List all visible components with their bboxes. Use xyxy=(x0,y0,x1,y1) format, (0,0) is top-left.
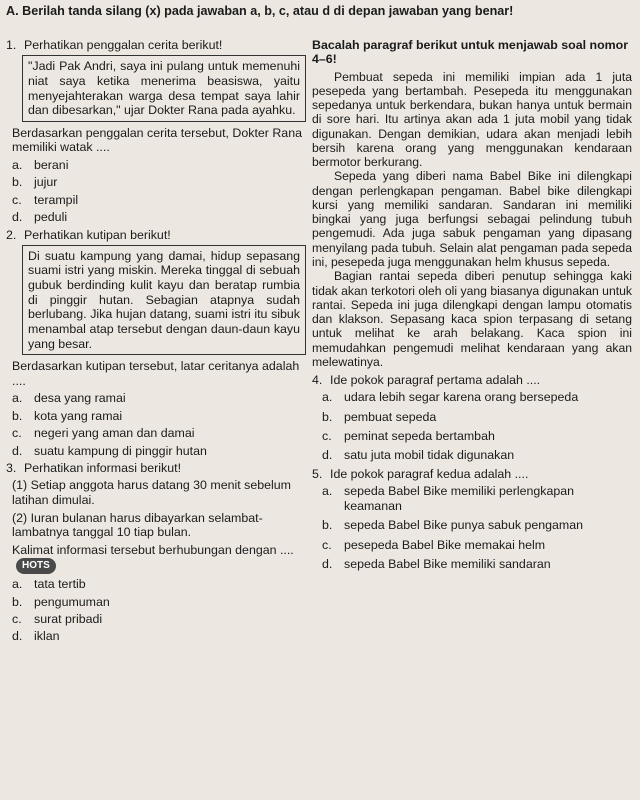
answer-option[interactable] xyxy=(12,629,306,643)
question-5 xyxy=(312,467,632,572)
answer-option[interactable] xyxy=(322,484,632,514)
option-letter: c. xyxy=(12,426,22,441)
option-letter: d. xyxy=(322,556,333,571)
option-letter: d. xyxy=(12,210,23,225)
option-letter: a. xyxy=(12,577,23,592)
answer-option[interactable] xyxy=(322,390,632,405)
question-number: 5. xyxy=(312,466,323,481)
question-prompt: Perhatikan kutipan berikut! xyxy=(24,227,171,242)
answer-option[interactable] xyxy=(12,210,306,224)
option-text: sepeda Babel Bike memiliki perlengkapan keamanan xyxy=(344,484,575,514)
question-prompt: Ide pokok paragraf pertama adalah .... xyxy=(330,373,541,388)
option-text: tata tertib xyxy=(34,577,86,592)
answer-option[interactable] xyxy=(322,410,632,425)
answer-option[interactable] xyxy=(12,577,306,591)
section-header: A. Berilah tanda silang (x) pada jawaban a, b, c, atau d di depan jawaban yang benar! xyxy=(6,4,514,18)
option-letter: a. xyxy=(322,484,333,499)
answer-option[interactable] xyxy=(12,426,306,440)
question-prompt: Perhatikan informasi berikut! xyxy=(24,461,182,476)
option-letter: b. xyxy=(322,409,333,424)
answer-option[interactable] xyxy=(12,391,306,405)
info-item: (2) Iuran bulanan harus dibayarkan selambat-lambatnya tanggal 10 tiap bulan. xyxy=(12,510,263,540)
option-letter: c. xyxy=(322,537,332,552)
option-text: kota yang ramai xyxy=(34,408,123,423)
quote-box: Di suatu kampung yang damai, hidup sepasang suami istri yang miskin. Mereka tinggal di sebuah gubuk berdinding kulit kayu dan beratap rumbia di pinggir hutan. Sebagian atapnya sudah berlubang. Jika hujan datang, suami istri itu sibuk menambal atap tersebut dengan daun-daun kayu yang besar. xyxy=(22,245,306,355)
option-text: udara lebih segar karena orang bersepeda xyxy=(344,390,579,405)
option-text: surat pribadi xyxy=(34,612,103,626)
option-letter: b. xyxy=(12,594,23,609)
answer-option[interactable] xyxy=(322,448,632,463)
option-letter: b. xyxy=(12,175,23,190)
option-text: sepeda Babel Bike memiliki sandaran xyxy=(344,556,551,571)
answer-option[interactable] xyxy=(12,175,306,189)
hots-badge: HOTS xyxy=(16,558,56,574)
option-text: pembuat sepeda xyxy=(344,409,437,424)
question-1 xyxy=(6,38,306,225)
reading-paragraph-1: Pembuat sepeda ini memiliki impian ada 1 juta pesepeda yang bertambah. Pesepeda itu menggunakan sepedanya untuk berkendara, bukan hanya untuk bermain di sore hari. Itu artinya akan ada 1 juta mobil yang tidak digunakan. Dengan demikian, udara akan menjadi lebih bersih karena orang yang menggunakan kendaraan bermotor berkurang. xyxy=(312,69,632,170)
question-number: 2. xyxy=(6,227,17,242)
question-text: Berdasarkan penggalan cerita tersebut, Dokter Rana memiliki watak .... xyxy=(12,125,302,155)
question-text: Berdasarkan kutipan tersebut, latar ceritanya adalah .... xyxy=(12,359,300,388)
question-2 xyxy=(6,228,306,458)
option-text: terampil xyxy=(34,192,79,207)
option-text: iklan xyxy=(34,629,60,644)
option-letter: a. xyxy=(12,158,23,173)
option-letter: b. xyxy=(12,408,23,423)
answer-option[interactable] xyxy=(12,444,306,458)
option-text: desa yang ramai xyxy=(34,391,126,406)
question-number: 4. xyxy=(312,373,323,388)
option-letter: d. xyxy=(12,629,23,644)
left-column xyxy=(6,38,306,647)
reading-paragraph-3: Bagian rantai sepeda diberi penutup sehingga kaki tidak akan terkotori oleh oli yang biasanya digunakan untuk rantai. Sepeda ini juga dilengkapi dengan lampu otomatis dan klakson. Sepasang kaca spion terpasang di setang untuk melihat ke arah belakang. Kaca spion ini memudahkan pengemudi melihat kendaraan yang akan melewatinya. xyxy=(312,269,632,369)
option-letter: c. xyxy=(322,428,332,443)
option-text: satu juta mobil tidak digunakan xyxy=(344,447,515,462)
option-text: peduli xyxy=(34,210,68,225)
option-letter: c. xyxy=(12,612,22,626)
option-letter: a. xyxy=(12,391,23,406)
info-item: (1) Setiap anggota harus datang 30 menit sebelum latihan dimulai. xyxy=(12,478,291,507)
question-text: Kalimat informasi tersebut berhubungan dengan ....HOTS xyxy=(12,543,306,574)
question-prompt: Perhatikan penggalan cerita berikut! xyxy=(24,38,223,52)
answer-option[interactable] xyxy=(12,595,306,609)
option-text: berani xyxy=(34,158,69,173)
reading-paragraph-2: Sepeda yang diberi nama Babel Bike ini dilengkapi dengan perlengkapan pengaman. Babel bike dilengkapi kursi yang memiliki sandaran. Sandaran ini memiliki bingkai yang juga berfungsi sebagai pelindung tubuh pengemudi. Ada juga sabuk pengaman yang dipasang menyilang pada tubuh. Selain alat pengaman pada sepeda ini, pesepeda juga menggunakan helm khusus sepeda. xyxy=(312,169,632,269)
option-text: suatu kampung di pinggir hutan xyxy=(34,443,207,458)
option-text: negeri yang aman dan damai xyxy=(34,426,195,441)
question-prompt: Ide pokok paragraf kedua adalah .... xyxy=(330,466,529,481)
option-text: pesepeda Babel Bike memakai helm xyxy=(344,537,546,552)
answer-option[interactable] xyxy=(322,518,632,533)
answer-option[interactable] xyxy=(12,409,306,423)
answer-option[interactable] xyxy=(12,193,306,207)
question-3 xyxy=(6,461,306,644)
reading-heading: Bacalah paragraf berikut untuk menjawab soal nomor 4–6! xyxy=(312,38,629,67)
answer-option[interactable] xyxy=(322,538,632,553)
answer-option[interactable] xyxy=(322,557,632,572)
right-column xyxy=(312,38,632,576)
option-text: pengumuman xyxy=(34,594,110,609)
option-letter: c. xyxy=(12,192,22,207)
option-text: peminat sepeda bertambah xyxy=(344,428,495,443)
option-letter: d. xyxy=(322,447,333,462)
option-text: jujur xyxy=(34,175,58,190)
question-number: 3. xyxy=(6,461,17,476)
question-4 xyxy=(312,373,632,463)
option-letter: d. xyxy=(12,443,23,458)
answer-option[interactable] xyxy=(12,612,306,626)
option-letter: a. xyxy=(322,390,333,405)
question-number: 1. xyxy=(6,38,17,52)
answer-option[interactable] xyxy=(12,158,306,172)
quote-box: "Jadi Pak Andri, saya ini pulang untuk memenuhi niat saya ketika menerima beasiswa, yaitu menyejahterakan warga desa tempat saya lahir dan dibesarkan," ujar Dokter Rana pada ayahku. xyxy=(22,55,306,122)
option-letter: b. xyxy=(322,518,333,533)
answer-option[interactable] xyxy=(322,429,632,444)
option-text: sepeda Babel Bike punya sabuk pengaman xyxy=(344,518,584,533)
